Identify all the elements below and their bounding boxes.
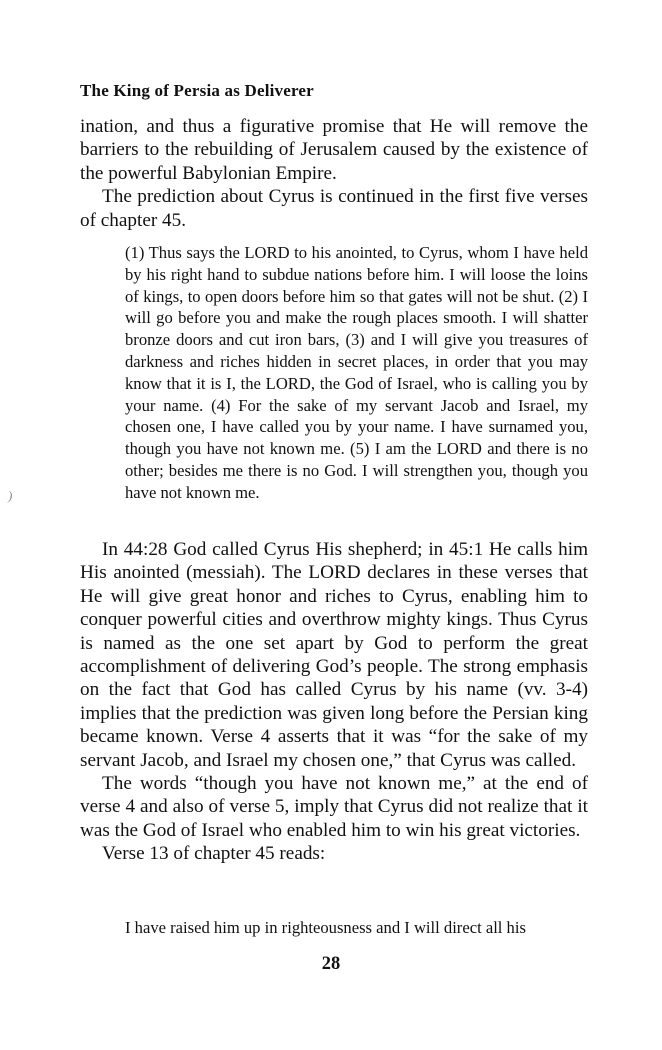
running-head: The King of Persia as Deliverer bbox=[80, 81, 314, 100]
paragraph-shepherd: In 44:28 God called Cyrus His shepherd; in 45:1 He calls him His anointed (messiah). The LORD declares in these verses that He will give great honor and riches to Cyrus, enabling him to conquer powerful cities and overthrow mighty kings. Thus Cyrus is named as the one set apart by God to perform the great accomplishment of delivering God’s people. The strong emphasis on the fact that God has called Cyrus by his name (vv. 3-4) implies that the prediction was given long before the Persian king became known. Verse 4 asserts that it was “for the sake of my servant Jacob, and Israel my chosen one,” that Cyrus was called. bbox=[80, 539, 588, 771]
paragraph-verse-13: Verse 13 of chapter 45 reads: bbox=[102, 843, 326, 865]
paragraph-prediction: The prediction about Cyrus is continued in the first five verses of chapter 45. bbox=[80, 186, 588, 231]
page-number: 28 bbox=[321, 954, 341, 974]
body-text-bottom bbox=[80, 538, 588, 866]
block-quote-isaiah-45: (1) Thus says the LORD to his anointed, to Cyrus, whom I have held by his right hand to subdue nations before him. I will loose the loins of kings, to open doors before him so that gates will not be shut. (2) I will go before you and make the rough places smooth. I will shatter bronze doors and cut iron bars, (3) and I will give you treasures of darkness and riches hidden in secret places, in order that you may know that it is I, the LORD, the God of Israel, who is calling you by your name. (4) For the sake of my servant Jacob and Israel, my chosen one, I have called you by your name. I have surnamed you, though you have not known me. (5) I am the LORD and there is no other; besides me there is no God. I will strengthen you, though you have not known me. bbox=[125, 243, 588, 502]
body-text-top bbox=[80, 115, 588, 232]
paragraph-not-known: The words “though you have not known me,” at the end of verse 4 and also of verse 5, imply that Cyrus did not realize that it was the God of Israel who enabled him to win his great victories. bbox=[80, 773, 588, 841]
paragraph-continuation: ination, and thus a figurative promise that He will remove the barriers to the rebuilding of Jerusalem caused by the existence of the powerful Babylonian Empire. bbox=[80, 116, 588, 184]
block-quote-verse-13: I have raised him up in righteousness and I will direct all his bbox=[125, 918, 526, 937]
margin-mark: ) bbox=[8, 488, 13, 503]
